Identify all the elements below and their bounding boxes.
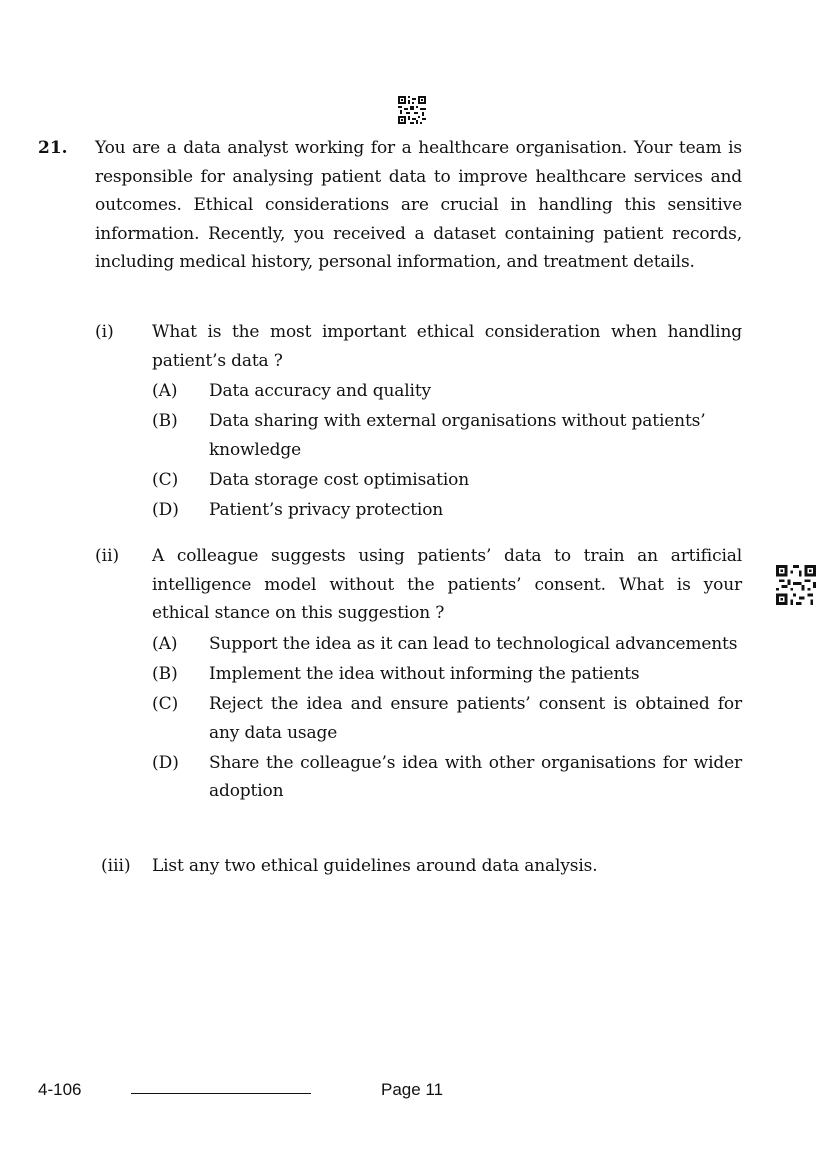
page-number: Page 11	[381, 1080, 444, 1099]
sub-question-ii	[95, 542, 742, 807]
option-text: Reject the idea and ensure patients’ consent is obtained for any data usage	[209, 693, 742, 743]
option-label: (C)	[152, 469, 179, 490]
question-number: 21.	[38, 138, 68, 158]
option-text: Support the idea as it can lead to technological advancements	[209, 633, 738, 654]
options-list	[152, 630, 742, 806]
option-item	[152, 660, 742, 689]
option-label: (B)	[152, 663, 178, 684]
option-item	[152, 749, 742, 806]
sub-question-label: (iii)	[101, 856, 131, 876]
option-label: (B)	[152, 411, 178, 432]
option-text: Data accuracy and quality	[209, 381, 431, 402]
option-text: Share the colleague’s idea with other organisations for wider adoption	[209, 752, 742, 802]
qr-code-icon	[776, 565, 816, 605]
page-code: 4-106	[38, 1080, 82, 1099]
qr-code-icon	[398, 96, 426, 124]
footer-divider	[131, 1093, 311, 1094]
options-list	[152, 377, 742, 524]
option-item	[152, 407, 742, 464]
option-text: Data storage cost optimisation	[209, 469, 470, 490]
option-text: Data sharing with external organisations without patients’ knowledge	[209, 411, 706, 460]
option-label: (A)	[152, 633, 178, 654]
sub-question-i	[95, 318, 742, 526]
option-label: (D)	[152, 500, 179, 521]
option-text: Implement the idea without informing the patients	[209, 663, 640, 684]
sub-question-text: List any two ethical guidelines around data analysis.	[152, 856, 598, 876]
option-item	[152, 690, 742, 747]
option-text: Patient’s privacy protection	[209, 500, 444, 521]
sub-question-label: (i)	[95, 322, 114, 342]
option-item	[152, 496, 742, 525]
option-item	[152, 377, 742, 406]
option-label: (D)	[152, 752, 179, 773]
sub-question-text: What is the most important ethical consideration when handling patient’s data ?	[152, 322, 742, 371]
option-item	[152, 630, 742, 659]
sub-question-label: (ii)	[95, 546, 120, 566]
sub-question-iii	[95, 852, 742, 881]
question-stem: You are a data analyst working for a healthcare organisation. Your team is responsible for analysing patient data to improve healthcare services and outcomes. Ethical considerations are crucial in handling this sensitive information. Recently, you received a dataset containing patient records, including medical history, personal information, and treatment details.	[95, 138, 742, 273]
option-label: (C)	[152, 693, 179, 714]
option-label: (A)	[152, 381, 178, 402]
sub-question-text: A colleague suggests using patients’ data to train an artificial intelligence model without the patients’ consent. What is your ethical stance on this suggestion ?	[152, 546, 742, 624]
option-item	[152, 466, 742, 495]
